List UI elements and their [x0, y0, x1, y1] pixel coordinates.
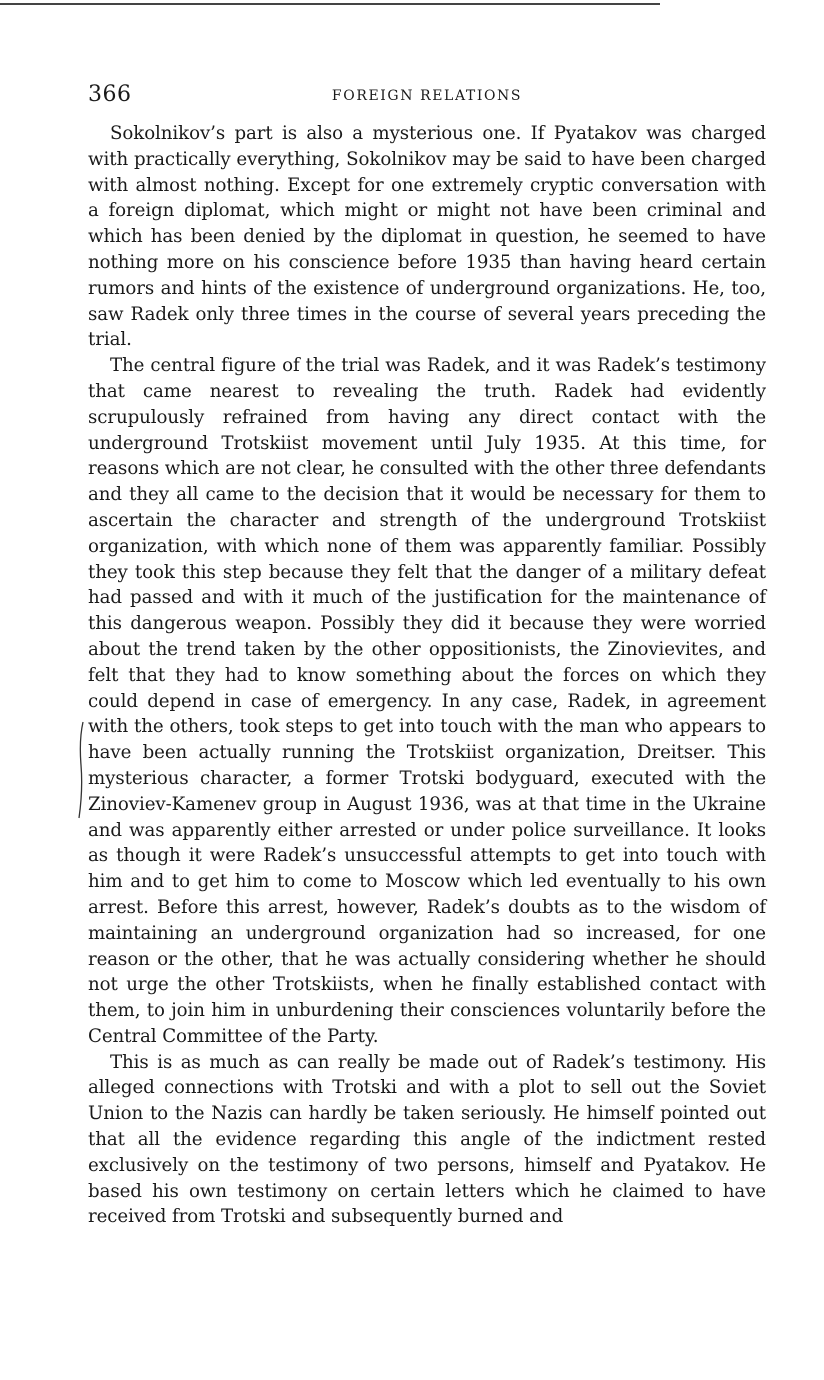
paragraph-radek-testimony: This is as much as can really be made out of Radek’s testimony. His alleged connections with Trotski and with a plot to sell out the Soviet Union to the Nazis can hardly be taken seriously. He himself pointed out that all the evidence regarding this angle of the indictment rested exclusively on the testimony of two persons, himself and Pyatakov. He based his own testimony on certain letters which he claimed to have received from Trotski and subsequently burned and [88, 1051, 766, 1228]
margin-bracket-mark [77, 720, 87, 820]
running-head [88, 76, 766, 116]
top-edge-rule [0, 3, 660, 5]
body-text [88, 121, 766, 1230]
page-number: 366 [88, 82, 132, 107]
paragraph-sokolnikov: Sokolnikov’s part is also a mysterious one. If Pyatakov was charged with practically everything, Sokolnikov may be said to have been charged with almost nothing. Except for one extremely cryptic conversation with a foreign diplomat, which might or might not have been criminal and which has been denied by the diplomat in question, he seemed to have nothing more on his conscience before 1935 than having heard certain rumors and hints of the existence of underground organizations. He, too, saw Radek only three times in the course of several years preceding the trial. [88, 123, 766, 351]
running-title: FOREIGN RELATIONS [331, 88, 523, 104]
paragraph-radek-central-figure: The central figure of the trial was Radek, and it was Radek’s testimony that came nearest to revealing the truth. Radek had evidently scrupulously refrained from having any direct contact with the underground Trotskiist movement until July 1935. At this time, for reasons which are not clear, he consulted with the other three defendants and they all came to the decision that it would be necessary for them to ascertain the character and strength of the underground Trotskiist organization, with which none of them was apparently familiar. Possibly they took this step because they felt that the danger of a military defeat had passed and with it much of the justification for the maintenance of this dangerous weapon. Possibly they did it because they were worried about the trend taken by the other oppositionists, the Zinovievites, and felt that they had to know something about the forces on which they could depend in case of emergency. In any case, Radek, in agreement with the others, took steps to get into touch with the man who appears to have been actually running the Trotskiist organization, Dreitser. This mysterious character, a former Trotski bodyguard, executed with the Zinoviev-Kamenev group in August 1936, was at that time in the Ukraine and was apparently either arrested or under police surveillance. It looks as though it were Radek’s unsuccessful attempts to get into touch with him and to get him to come to Moscow which led eventually to his own arrest. Before this arrest, however, Radek’s doubts as to the wisdom of maintaining an underground organization had so increased, for one reason or the other, that he was actually considering whether he should not urge the other Trotskiists, when he finally established contact with them, to join him in unburdening their consciences voluntarily before the Central Committee of the Party. [88, 355, 766, 1047]
document-page [88, 76, 766, 1230]
